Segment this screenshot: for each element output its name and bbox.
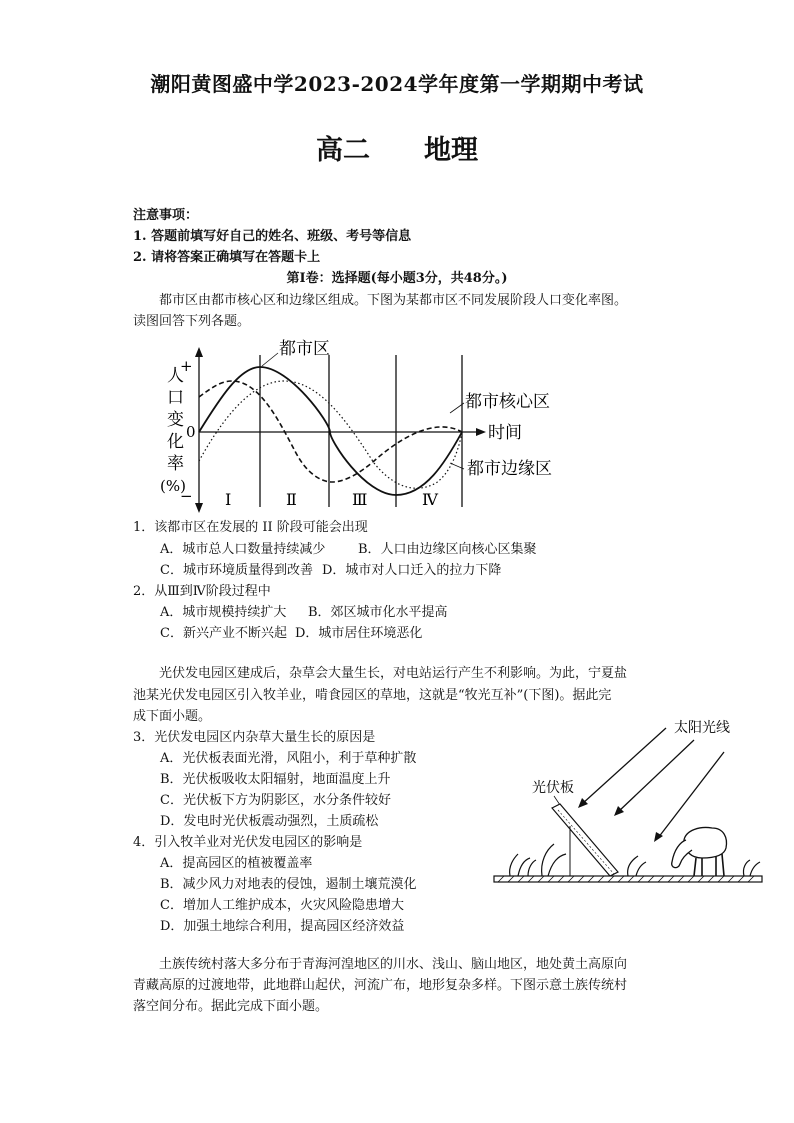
q2-option-b: B．郊区城市化水平提高 <box>308 605 448 620</box>
sheep <box>672 828 727 877</box>
grass <box>743 860 760 876</box>
q2-option-c: C．新兴产业不断兴起 <box>160 626 287 641</box>
notice-item: 1. 答题前填写好自己的姓名、班级、考号等信息 <box>133 229 412 244</box>
group3-intro: 土族传统村落大多分布于青海河湟地区的川水、浅山、脑山地区，地处黄土高原向 <box>133 957 628 972</box>
stage-label: Ⅰ <box>225 490 232 509</box>
q4-option-b: B．减少风力对地表的侵蚀，遏制土壤荒漠化 <box>160 877 417 892</box>
grass <box>510 854 536 876</box>
group2-intro: 光伏发电园区建成后，杂草会大量生长，对电站运行产生不利影响。为此，宁夏盐 <box>133 666 628 681</box>
notice-heading: 注意事项： <box>133 208 199 223</box>
ylabel-char: 人 <box>167 366 184 386</box>
stage-label: Ⅳ <box>422 490 438 509</box>
ylabel-char: 率 <box>167 454 184 474</box>
ground <box>494 876 762 882</box>
q3-stem: 3．光伏发电园区内杂草大量生长的原因是 <box>133 730 376 745</box>
q3-option-c: C．光伏板下方为阴影区，水分条件较好 <box>160 793 391 808</box>
ylabel-char: 变 <box>167 410 184 430</box>
grass <box>542 844 566 876</box>
population-change-chart <box>150 333 570 515</box>
stage-label: Ⅲ <box>352 490 368 509</box>
label-zero: 0 <box>186 423 196 441</box>
section-heading: 第Ⅰ卷：选择题(每小题3分，共48分。) <box>286 271 508 286</box>
q2-option-a: A．城市规模持续扩大 <box>160 605 287 620</box>
y-axis-arrow-up <box>195 347 203 357</box>
grass <box>628 856 646 876</box>
q4-option-a: A．提高园区的植被覆盖率 <box>160 856 313 871</box>
q1-option-c: C．城市环境质量得到改善 <box>160 563 313 578</box>
leader-line <box>262 353 278 366</box>
group2-intro: 成下面小题。 <box>133 709 212 724</box>
ylabel-char: 口 <box>167 388 184 408</box>
q3-option-b: B．光伏板吸收太阳辐射，地面温度上升 <box>160 772 391 787</box>
q2-option-d: D．城市居住环境恶化 <box>295 626 423 641</box>
y-axis-arrow-down <box>195 503 203 513</box>
group1-intro: 都市区由都市核心区和边缘区组成。下图为某都市区不同发展阶段人口变化率图。 <box>133 293 628 308</box>
label-core-area: 都市核心区 <box>465 392 550 412</box>
q1-option-d: D．城市对人口迁入的拉力下降 <box>322 563 502 578</box>
label-sunlight: 太阳光线 <box>674 720 730 736</box>
sun-ray <box>618 740 694 812</box>
ylabel-char: 化 <box>167 432 184 452</box>
stage-label: Ⅱ <box>286 490 297 509</box>
group1-intro: 读图回答下列各题。 <box>133 314 251 329</box>
q4-option-d: D．加强土地综合利用，提高园区经济效益 <box>160 919 405 934</box>
q4-option-c: C．增加人工维护成本，火灾风险隐患增大 <box>160 898 404 913</box>
q1-option-b: B．人口由边缘区向核心区集聚 <box>358 542 537 557</box>
exam-title: 潮阳黄图盛中学2023-2024学年度第一学期期中考试 <box>150 72 644 96</box>
solar-sheep-figure <box>488 708 768 890</box>
group3-intro: 落空间分布。据此完成下面小题。 <box>133 999 329 1014</box>
label-plus: + <box>180 357 193 375</box>
group2-intro: 池某光伏发电园区引入牧羊业，啃食园区的草地，这就是“牧光互补”(下图)。据此完 <box>133 688 612 703</box>
q4-stem: 4．引入牧羊业对光伏发电园区的影响是 <box>133 835 363 850</box>
x-axis-arrow <box>476 428 486 436</box>
notice-item: 2. 请将答案正确填写在答题卡上 <box>133 250 321 265</box>
q3-option-d: D．发电时光伏板震动强烈，土质疏松 <box>160 814 379 829</box>
q1-stem: 1．该都市区在发展的 II 阶段可能会出现 <box>133 520 368 535</box>
sun-ray <box>582 728 666 804</box>
label-time: 时间 <box>488 423 522 443</box>
label-minus: − <box>180 487 193 505</box>
group3-intro: 青藏高原的过渡地带，此地群山起伏，河流广布，地形复杂多样。下图示意土族传统村 <box>133 978 628 993</box>
ylabel-unit: (%) <box>160 477 186 495</box>
subject-title: 高二 地理 <box>316 135 478 166</box>
q3-option-a: A．光伏板表面光滑，风阻小，利于草种扩散 <box>160 751 417 766</box>
label-solar-panel: 光伏板 <box>532 780 574 796</box>
q2-stem: 2．从Ⅲ到Ⅳ阶段过程中 <box>133 584 271 599</box>
label-metro-area: 都市区 <box>279 339 330 359</box>
q1-option-a: A．城市总人口数量持续减少 <box>160 542 326 557</box>
label-edge-area: 都市边缘区 <box>467 459 552 479</box>
solar-panel <box>552 804 618 876</box>
